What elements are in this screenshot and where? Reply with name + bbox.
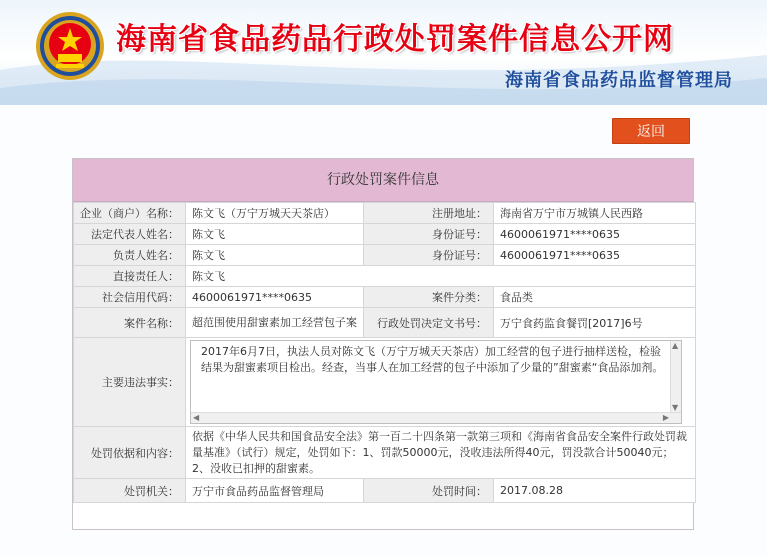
table-row <box>74 338 696 427</box>
penalty-authority-label: 处罚机关： <box>74 479 186 503</box>
table-row <box>74 308 696 338</box>
table-row <box>74 479 696 503</box>
table-row <box>74 266 696 287</box>
site-title: 海南省食品药品行政处罚案件信息公开网 <box>116 22 674 57</box>
case-category-value: 食品类 <box>494 287 696 308</box>
table-row <box>74 224 696 245</box>
violation-facts-text: 2017年6月7日，执法人员对陈文飞（万宁万城天天茶店）加工经营的包子进行抽样送检，检验结果为甜蜜素项目检出。经查，当事人在加工经营的包子中添加了少量的”甜蜜素“食品添加剂。 <box>201 345 664 374</box>
credit-code-value: 4600061971****0635 <box>186 287 364 308</box>
scroll-down-icon[interactable]: ▼ <box>672 403 679 412</box>
id-number-label: 身份证号： <box>364 224 494 245</box>
credit-code-label: 社会信用代码： <box>74 287 186 308</box>
case-name-value: 超范围使用甜蜜素加工经营包子案 <box>186 308 364 338</box>
penalty-basis-value: 依据《中华人民共和国食品安全法》第一百二十四条第一款第三项和《海南省食品安全案件行政处罚裁量基准》（试行）规定，处罚如下：1、罚款50000元，没收违法所得40元，罚没款合计50040元；2、没收已扣押的甜蜜素。 <box>186 427 696 479</box>
id-number-value: 4600061971****0635 <box>494 245 696 266</box>
penalty-date-label: 处罚时间： <box>364 479 494 503</box>
direct-responsible-label: 直接责任人： <box>74 266 186 287</box>
decision-number-value: 万宁食药监食餐罚[2017]6号 <box>494 308 696 338</box>
case-info-panel <box>72 158 694 530</box>
penalty-basis-label: 处罚依据和内容： <box>74 427 186 479</box>
direct-responsible-value: 陈文飞 <box>186 266 696 287</box>
scroll-left-icon[interactable]: ◀ <box>193 413 200 422</box>
decision-number-label: 行政处罚决定文书号： <box>364 308 494 338</box>
vertical-scrollbar[interactable] <box>670 341 681 413</box>
penalty-date-value: 2017.08.28 <box>494 479 696 503</box>
address-value: 海南省万宁市万城镇人民西路 <box>494 203 696 224</box>
table-row <box>74 203 696 224</box>
table-row <box>74 245 696 266</box>
site-subtitle: 海南省食品药品监督管理局 <box>505 70 733 91</box>
violation-facts-textarea[interactable] <box>190 340 682 424</box>
table-row <box>74 287 696 308</box>
site-banner <box>0 0 767 105</box>
id-number-label: 身份证号： <box>364 245 494 266</box>
case-name-label: 案件名称： <box>74 308 186 338</box>
national-emblem-icon <box>34 10 106 82</box>
principal-label: 负责人姓名： <box>74 245 186 266</box>
violation-facts-label: 主要违法事实： <box>74 338 186 427</box>
horizontal-scrollbar[interactable] <box>191 412 681 423</box>
violation-facts-cell <box>186 338 696 427</box>
id-number-value: 4600061971****0635 <box>494 224 696 245</box>
table-row <box>74 427 696 479</box>
back-button[interactable]: 返回 <box>612 118 690 144</box>
scroll-right-icon[interactable]: ▶ <box>662 413 669 422</box>
legal-rep-value: 陈文飞 <box>186 224 364 245</box>
enterprise-value: 陈文飞（万宁万城天天茶店） <box>186 203 364 224</box>
penalty-authority-value: 万宁市食品药品监督管理局 <box>186 479 364 503</box>
case-info-table <box>73 202 696 503</box>
scroll-up-icon[interactable]: ▲ <box>672 341 679 350</box>
principal-value: 陈文飞 <box>186 245 364 266</box>
legal-rep-label: 法定代表人姓名： <box>74 224 186 245</box>
case-category-label: 案件分类： <box>364 287 494 308</box>
address-label: 注册地址： <box>364 203 494 224</box>
enterprise-label: 企业（商户）名称： <box>74 203 186 224</box>
panel-title: 行政处罚案件信息 <box>73 159 693 202</box>
